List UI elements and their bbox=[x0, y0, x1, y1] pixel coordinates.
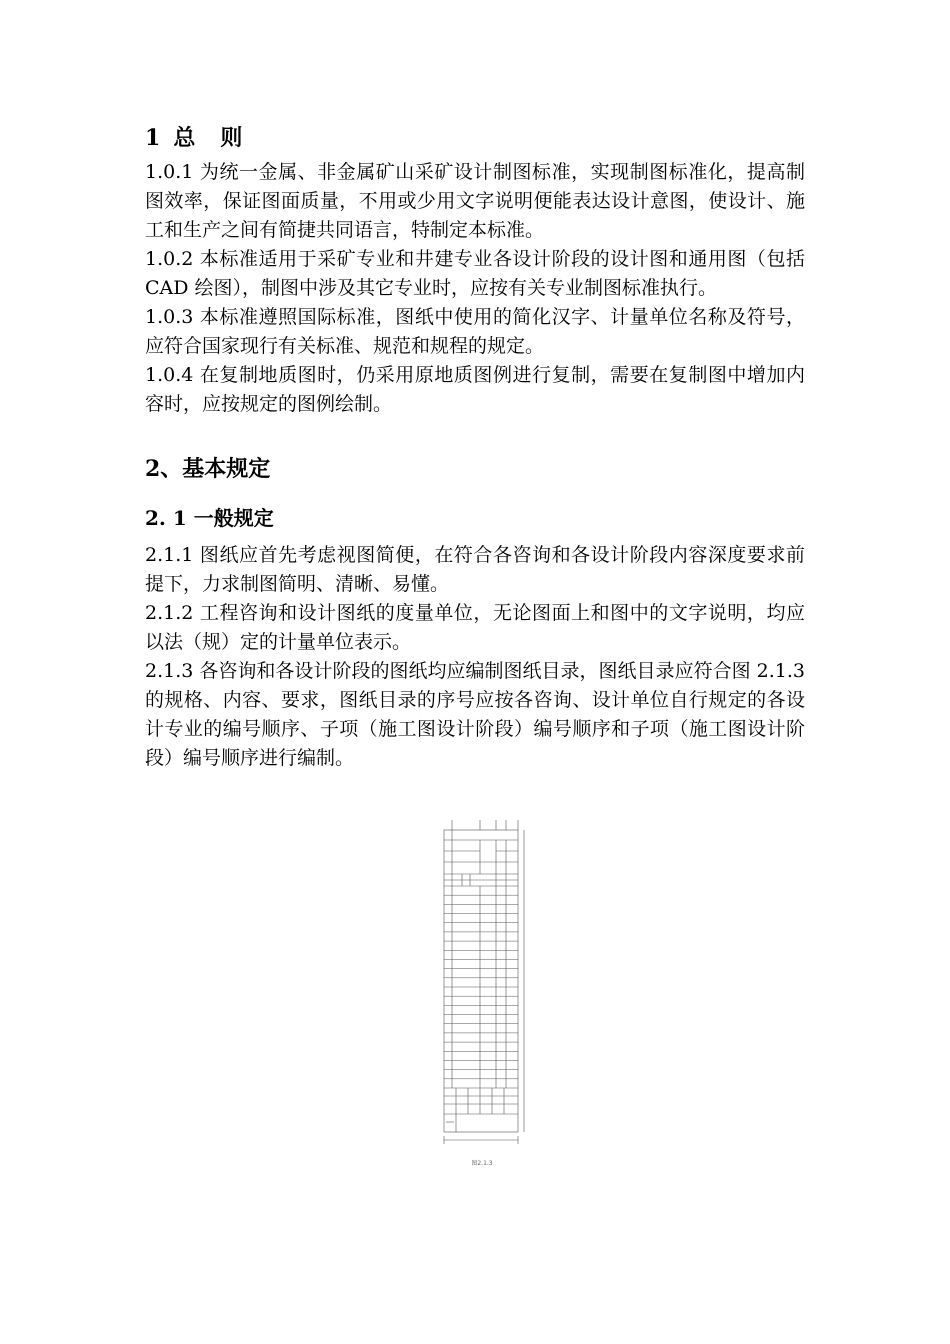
clause-1-0-2: 1.0.2 本标准适用于采矿专业和井建专业各设计阶段的设计图和通用图（包括 CAD 绘图），制图中涉及其它专业时，应按有关专业制图标准执行。 bbox=[145, 248, 805, 299]
clause-2-1-2: 2.1.2 工程咨询和设计图纸的度量单位，无论图面上和图中的文字说明，均应以法（规）定的计量单位表示。 bbox=[145, 602, 805, 653]
clause-1-0-3: 1.0.3 本标准遵照国际标准，图纸中使用的简化汉字、计量单位名称及符号，应符合国家现行有关标准、规范和规程的规定。 bbox=[145, 306, 805, 357]
figure-caption: 图2.1.3 bbox=[471, 1160, 493, 1167]
section-2-1-heading: 2. 1 一般规定 bbox=[145, 506, 274, 530]
section-1-number: 1 bbox=[145, 125, 162, 151]
section-2-heading: 2、基本规定 bbox=[145, 456, 271, 482]
section-1-title-b: 则 bbox=[220, 125, 244, 151]
section-1-heading bbox=[145, 122, 805, 154]
clause-2-1-1: 2.1.1 图纸应首先考虑视图简便，在符合各咨询和各设计阶段内容深度要求前提下，力求制图简明、清晰、易懂。 bbox=[145, 544, 805, 595]
drawing-index-figure bbox=[440, 818, 530, 1170]
document-body bbox=[145, 122, 805, 773]
clause-1-0-1: 1.0.1 为统一金属、非金属矿山采矿设计制图标准，实现制图标准化，提高制图效率，保证图面质量，不用或少用文字说明便能表达设计意图，使设计、施工和生产之间有简捷共同语言，特制定本标准。 bbox=[145, 161, 805, 241]
drawing-index-form-diagram bbox=[440, 818, 530, 1153]
clause-2-1-3: 2.1.3 各咨询和各设计阶段的图纸均应编制图纸目录，图纸目录应符合图 2.1.3 的规格、内容、要求，图纸目录的序号应按各咨询、设计单位自行规定的各设计专业的编号顺序、子项（施工图设计阶段）编号顺序和子项（施工图设计阶段）编号顺序进行编制。 bbox=[145, 660, 805, 769]
form-outer-frame bbox=[444, 830, 518, 1132]
clause-1-0-4: 1.0.4 在复制地质图时，仍采用原地质图例进行复制，需要在复制图中增加内容时，应按规定的图例绘制。 bbox=[145, 364, 805, 415]
section-1-title-a: 总 bbox=[173, 125, 197, 151]
